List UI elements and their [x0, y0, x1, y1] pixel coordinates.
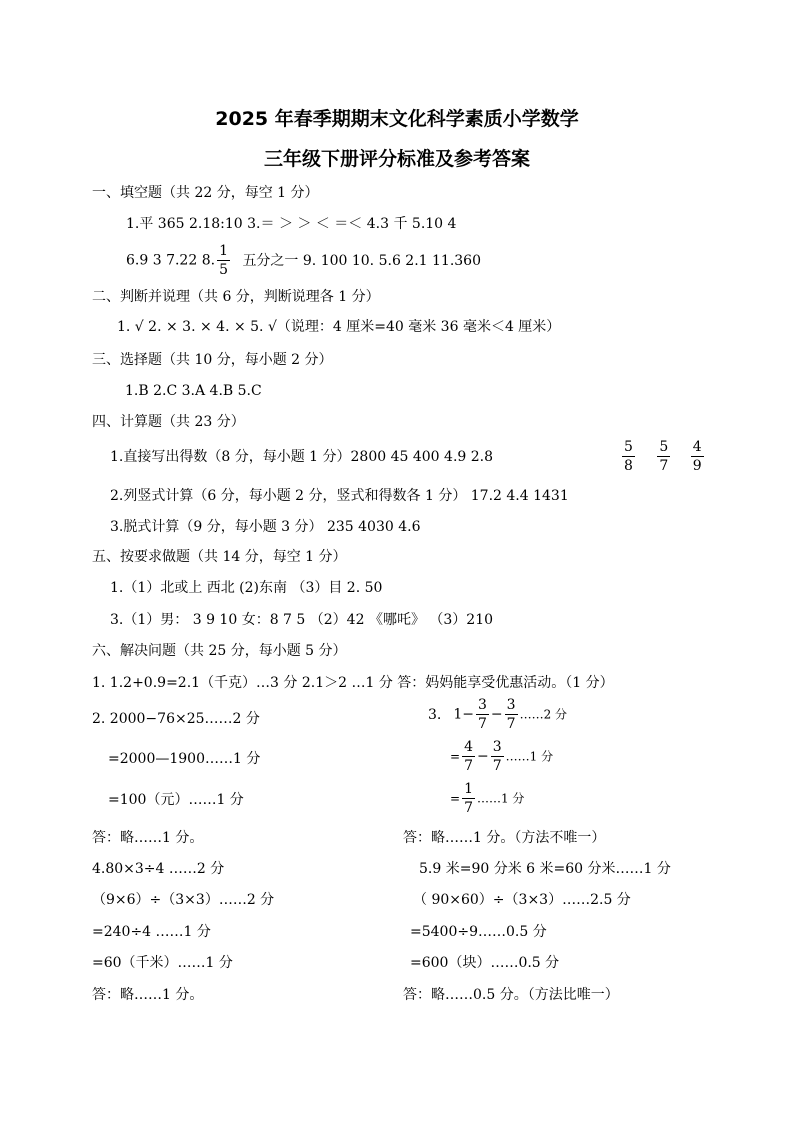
question-4-step-4: =60（千米）……1 分 [92, 955, 233, 971]
section-4-line-2: 2.列竖式计算（6 分，每小题 2 分，竖式和得数各 1 分） 17.2 4.4 1431 [110, 488, 569, 504]
question-5-answer: 答：略……0.5 分。（方法比唯一） [403, 987, 619, 1003]
fraction-denominator: 7 [464, 800, 473, 816]
section-4-heading: 四、计算题（共 23 分） [92, 414, 245, 430]
fraction-denominator: 7 [659, 458, 669, 474]
section-1-line-1: 1.平 365 2.18:10 3.＝ ＞ ＞ ＜ ＝＜ 4.3 千 5.10 4 [126, 216, 457, 232]
section-2-line-1: 1. √ 2. × 3. × 4. × 5. √（说理：4 厘米=40 毫米 36 毫米＜4 厘米） [117, 319, 561, 335]
section-2-heading: 二、判断并说理（共 6 分，判断说理各 1 分） [92, 289, 380, 305]
expression-text: 1− [453, 706, 474, 723]
score-note: ……1 分 [505, 749, 554, 764]
equals-sign: = [450, 791, 461, 806]
score-note: ……2 分 [519, 707, 568, 722]
section-6-heading: 六、解决问题（共 25 分，每小题 5 分） [92, 643, 347, 659]
fraction-3-7 [491, 740, 504, 773]
fraction-5-8 [622, 440, 635, 473]
fraction-numerator: 4 [464, 739, 473, 755]
question-4-step-2: （9×6）÷（3×3）……2 分 [92, 892, 275, 908]
question-4-step-3: =240÷4 ……1 分 [92, 924, 211, 940]
fraction-denominator: 9 [692, 458, 702, 474]
section-3-heading: 三、选择题（共 10 分，每小题 2 分） [92, 352, 333, 368]
fraction-5-7 [657, 440, 670, 473]
section-3-line-1: 1.B 2.C 3.A 4.B 5.C [125, 383, 262, 399]
question-3-answer: 答：略……1 分。（方法不唯一） [403, 830, 606, 846]
fraction-8 [217, 244, 230, 277]
fraction-numerator: 4 [692, 439, 702, 455]
fraction-denominator: 7 [478, 716, 487, 732]
fraction-denominator: 5 [219, 262, 228, 278]
minus-sign: − [476, 748, 489, 765]
section-5-line-1: 1.（1）北或上 西北 (2)东南 （3）目 2. 50 [110, 580, 383, 596]
fraction-numerator: 5 [624, 439, 633, 455]
fraction-denominator: 7 [506, 716, 516, 732]
question-5-step-4: =600（块）……0.5 分 [410, 955, 560, 971]
question-2-step-3: =100（元）……1 分 [108, 792, 244, 808]
fraction-numerator: 5 [659, 439, 669, 455]
fraction-denominator: 7 [464, 758, 473, 774]
section-4-line-3: 3.脱式计算（9 分，每小题 3 分） 235 4030 4.6 [110, 519, 421, 535]
question-2-answer: 答：略……1 分。 [92, 830, 204, 846]
section-1-line-2b: 五分之一 9. 100 10. 5.6 2.1 11.360 [242, 252, 481, 269]
question-3-line-2 [450, 740, 553, 773]
fraction-numerator: 3 [506, 697, 516, 713]
fraction-4-7 [462, 740, 475, 773]
minus-sign: − [490, 706, 503, 723]
score-note: ……1 分 [476, 791, 525, 806]
question-5-step-1: 5.9 米=90 分米 6 米=60 分米……1 分 [419, 861, 671, 877]
section-4-line-1: 1.直接写出得数（8 分，每小题 1 分）2800 45 400 4.9 2.8 [110, 449, 494, 465]
page-title: 2025 年春季期期末文化科学素质小学数学 [215, 108, 579, 130]
equals-sign: = [450, 749, 461, 764]
fraction-1-7 [462, 782, 475, 815]
fraction-3-7 [505, 698, 518, 731]
fraction-numerator: 1 [219, 243, 228, 259]
question-3-line-3 [450, 782, 524, 815]
fraction-denominator: 8 [624, 458, 633, 474]
question-4-step-1: 4.80×3÷4 ……2 分 [92, 861, 225, 877]
question-1: 1. 1.2+0.9=2.1（千克）…3 分 2.1＞2 …1 分 答：妈妈能享受优惠活动。（1 分） [92, 675, 614, 691]
section-1-heading: 一、填空题（共 22 分，每空 1 分） [92, 185, 319, 201]
question-3-line-1 [428, 698, 567, 731]
question-3-label: 3. [428, 706, 442, 723]
question-2-step-1: 2. 2000−76×25……2 分 [92, 711, 260, 727]
section-4-fractions [620, 440, 706, 473]
section-1-line-2 [126, 244, 481, 277]
question-5-step-3: =5400÷9……0.5 分 [410, 924, 547, 940]
fraction-4-9 [691, 440, 704, 473]
question-2-step-2: =2000—1900……1 分 [108, 751, 261, 767]
fraction-numerator: 1 [464, 781, 473, 797]
section-1-line-2a: 6.9 3 7.22 8. [126, 252, 216, 269]
section-5-line-2: 3.（1）男： 3 9 10 女：8 7 5 （2）42 《哪吒》 （3）210 [110, 612, 494, 628]
page-subtitle: 三年级下册评分标准及参考答案 [263, 148, 530, 170]
fraction-3-7 [476, 698, 489, 731]
section-5-heading: 五、按要求做题（共 14 分，每空 1 分） [92, 549, 347, 565]
fraction-numerator: 3 [492, 739, 502, 755]
fraction-denominator: 7 [492, 758, 502, 774]
question-4-answer: 答：略……1 分。 [92, 987, 204, 1003]
fraction-numerator: 3 [478, 697, 487, 713]
question-5-step-2: （ 90×60）÷（3×3）……2.5 分 [413, 892, 631, 908]
